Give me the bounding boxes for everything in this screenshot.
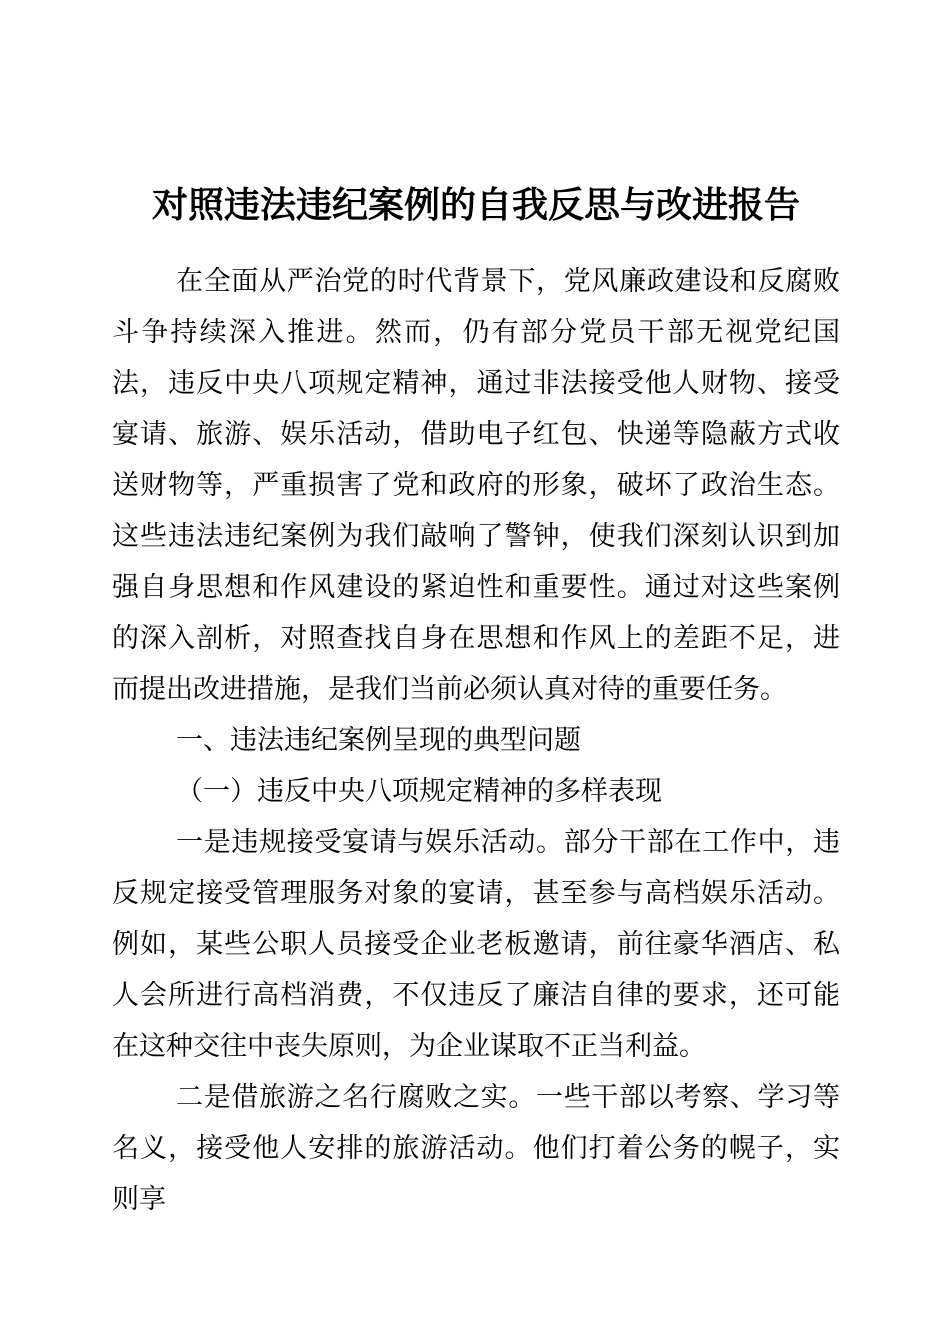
paragraph-point-2: 二是借旅游之名行腐败之实。一些干部以考察、学习等名义，接受他人安排的旅游活动。他们打着公务的幌子，实则享 <box>112 1082 840 1214</box>
paragraph-point-1: 一是违规接受宴请与娱乐活动。部分干部在工作中，违反规定接受管理服务对象的宴请，甚至参与高档娱乐活动。例如，某些公职人员接受企业老板邀请，前往豪华酒店、私人会所进行高档消费，不仅违反了廉洁自律的要求，还可能在这种交往中丧失原则，为企业谋取不正当利益。 <box>112 827 840 1061</box>
document-title: 对照违法违纪案例的自我反思与改进报告 <box>151 184 800 225</box>
subsection-heading-1-1: （一）违反中央八项规定精神的多样表现 <box>176 776 662 806</box>
paragraph-intro: 在全面从严治党的时代背景下，党风廉政建设和反腐败斗争持续深入推进。然而，仍有部分党员干部无视党纪国法，违反中央八项规定精神，通过非法接受他人财物、接受宴请、旅游、娱乐活动，借助电子红包、快递等隐蔽方式收送财物等，严重损害了党和政府的形象，破坏了政治生态。这些违法违纪案例为我们敲响了警钟，使我们深刻认识到加强自身思想和作风建设的紧迫性和重要性。通过对这些案例的深入剖析，对照查找自身在思想和作风上的差距不足，进而提出改进措施，是我们当前必须认真对待的重要任务。 <box>112 266 840 704</box>
section-heading-1: 一、违法违纪案例呈现的典型问题 <box>176 725 581 755</box>
